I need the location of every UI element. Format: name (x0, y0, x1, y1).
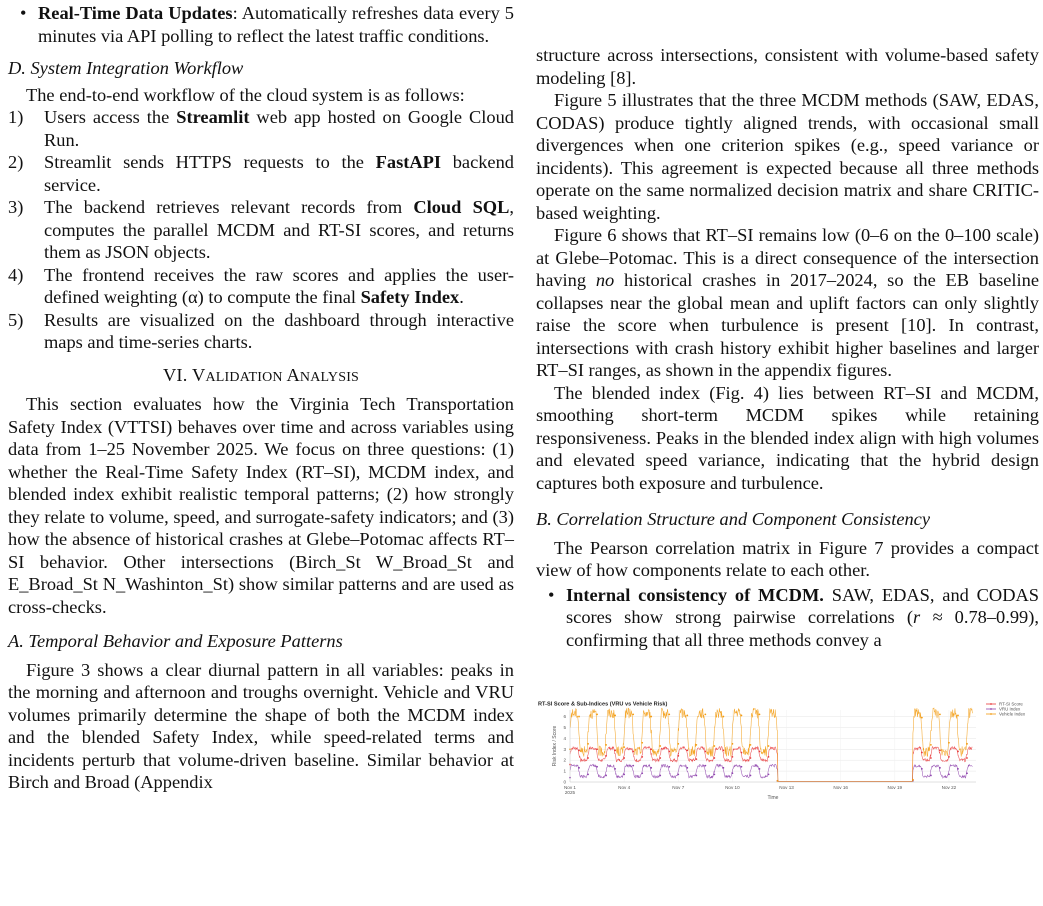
step-number: 3) (8, 197, 24, 217)
step-number: 4) (8, 264, 24, 285)
data-point (632, 765, 634, 767)
paragraph: structure across intersections, consistent with volume-based safety modeling [8]. (536, 45, 1039, 88)
section-heading-vi: VI. VALIDATION ANALYSIS (162, 364, 360, 385)
y-tick-label: 5 (563, 724, 566, 730)
bullet-dot: • (548, 584, 555, 605)
data-point (596, 713, 598, 715)
data-point (641, 756, 643, 758)
data-point (957, 751, 959, 753)
data-point (686, 749, 688, 751)
data-point (695, 744, 697, 746)
data-point (632, 751, 634, 753)
rt-si-chart (536, 700, 1039, 800)
data-point (966, 743, 968, 745)
workflow-step: 5) Results are visualized on the dashboard through interactive maps and time-series charts. (8, 309, 514, 352)
data-point (732, 743, 734, 745)
section-heading-b: B. Correlation Structure and Component Consistency (536, 509, 931, 529)
data-point (614, 749, 616, 751)
data-point (578, 767, 580, 769)
data-point (741, 752, 743, 754)
section-heading-a: A. Temporal Behavior and Exposure Patterns (8, 631, 343, 651)
data-point (704, 751, 706, 753)
list-item (8, 2, 514, 47)
series-line-vehicle-index (570, 708, 972, 781)
data-point (623, 746, 625, 748)
paragraph: Figure 3 shows a clear diurnal pattern in all variables: peaks in the morning and afternoon and troughs overnight. Vehicle and VRU volumes primarily determine the shape of both the MCDM index and the blended Safety Index, while speed-related terms and incidents perturb that volume-driven baseline. Similar behavior at Birch and Broad (Appendix (8, 659, 514, 792)
data-point (921, 752, 923, 754)
data-point (768, 773, 770, 775)
series-line-vru-index (570, 764, 972, 781)
data-point (732, 772, 734, 774)
paragraph: The end-to-end workflow of the cloud system is as follows: (26, 84, 465, 105)
y-tick-label: 1 (563, 768, 566, 774)
data-point (939, 713, 941, 715)
data-point (930, 744, 932, 746)
step-number: 1) (8, 107, 24, 127)
paragraph: The blended index (Fig. 4) lies between RT–SI and MCDM, smoothing short-term MCDM spikes while retaining responsiveness. Peaks in the blended index align with high volumes and elevated speed variance, indicating that the hybrid design captures both exposure and turbulence. (536, 382, 1039, 493)
x-tick-label: Nov 10 (725, 785, 740, 790)
y-tick-label: 6 (563, 714, 566, 720)
data-point (741, 766, 743, 768)
data-point (704, 765, 706, 767)
paragraph: Figure 6 shows that RT–SI remains low (0–6 on the 0–100 scale) at Glebe–Potomac. This is a direct consequence of the intersection having no historical crashes in 2017–2024, so the EB baseline collapses near the global mean and uplift factors can only slightly raise the score when turbulence is present [10]. In contrast, intersections with crash history exhibit higher baselines and larger RT–SI ranges, as shown in the appendix figures. (536, 225, 1039, 380)
list-item: • Internal consistency of MCDM. SAW, EDAS, and CODAS scores show strong pairwise correlations (r ≈ 0.78–0.99), confirming that all three methods convey a (548, 584, 1039, 650)
x-axis-label: Time (767, 795, 779, 800)
data-point (704, 713, 706, 715)
data-point (768, 745, 770, 747)
data-point (966, 772, 968, 774)
paragraph: Figure 5 illustrates that the three MCDM methods (SAW, EDAS, CODAS) produce tightly aligned trends, with occasional small divergences when one criterion spikes (e.g., speed variance or incidents). This agreement is expected because all three methods operate on the same normalized decision matrix and share CRITIC-based weighting. (536, 90, 1039, 223)
data-point (623, 757, 625, 759)
data-point (641, 742, 643, 744)
data-point (713, 745, 715, 747)
data-point (948, 773, 950, 775)
data-point (957, 715, 959, 717)
data-point (659, 775, 661, 777)
step-number: 2) (8, 152, 24, 172)
workflow-step: 4) The frontend receives the raw scores and applies the user-defined weighting (α) to compute the final Safety Index. (8, 264, 514, 307)
x-tick-label: Nov 22 (941, 785, 957, 790)
data-point (668, 751, 670, 753)
paragraph: The Pearson correlation matrix in Figure 7 provides a compact view of how components relate to each other. (536, 537, 1039, 580)
data-point (587, 743, 589, 745)
data-point (759, 713, 761, 715)
series-line-rt-si-score (570, 747, 972, 782)
workflow-step: 1) Users access the Streamlit web app hosted on Google Cloud Run. (8, 107, 514, 150)
data-point (650, 748, 652, 750)
x-tick-year: 2025 (564, 790, 576, 795)
data-point (759, 768, 761, 770)
legend-label: RT-SI Score (999, 701, 1023, 707)
data-point (614, 715, 616, 717)
x-tick-label: Nov 1 (563, 785, 577, 790)
y-axis-label: Risk Index / Score (552, 725, 558, 767)
data-point (768, 756, 770, 758)
data-point (750, 744, 752, 746)
data-point (650, 716, 652, 718)
data-point (948, 742, 950, 744)
right-column (536, 44, 1039, 651)
data-point (668, 713, 670, 715)
data-point (677, 773, 679, 775)
y-tick-label: 2 (563, 757, 566, 763)
data-point (587, 773, 589, 775)
data-point (677, 755, 679, 757)
data-point (966, 757, 968, 759)
data-point (939, 767, 941, 769)
data-point (732, 756, 734, 758)
data-point (605, 755, 607, 757)
data-point (578, 716, 580, 718)
data-point (596, 748, 598, 750)
data-point (641, 772, 643, 774)
data-point (921, 768, 923, 770)
data-point (695, 758, 697, 760)
legend-marker (990, 703, 992, 705)
x-tick-label: Nov 7 (672, 785, 685, 790)
bullet-title: Real-Time Data Updates (38, 3, 233, 23)
x-tick-label: Nov 4 (618, 785, 631, 790)
data-point (713, 773, 715, 775)
legend-marker (990, 708, 992, 710)
data-point (750, 757, 752, 759)
chart-title: RT-SI Score & Sub-Indices (VRU vs Vehicle Risk) (538, 701, 668, 708)
data-point (921, 717, 923, 719)
data-point (713, 757, 715, 759)
data-point (668, 766, 670, 768)
data-point (948, 756, 950, 758)
data-point (578, 749, 580, 751)
y-tick-label: 0 (563, 779, 566, 785)
step-number: 5) (8, 309, 24, 330)
data-point (659, 745, 661, 747)
bullet-text: : Automatically refreshes data every 5 minutes via API polling to reflect the latest traffic conditions. (38, 3, 514, 46)
consistency-list (536, 584, 1039, 652)
y-tick-label: 3 (563, 746, 566, 752)
data-point (777, 780, 779, 782)
data-point (632, 713, 634, 715)
data-point (722, 767, 724, 769)
legend-label: VRU Index (999, 706, 1021, 712)
x-tick-label: Nov 16 (833, 785, 848, 790)
data-point (605, 744, 607, 746)
data-point (605, 775, 607, 777)
data-point (686, 767, 688, 769)
data-point (930, 775, 932, 777)
data-point (722, 716, 724, 718)
paragraph: This section evaluates how the Virginia Tech Transportation Safety Index (VTTSI) behaves over time and across variables using data from 1–25 November 2025. We focus on three questions: (1) whether the Real-Time Safety Index (RT–SI), MCDM index, and blended index exhibit realistic temporal patterns; (2) how strongly they relate to volume, speed, and surrogate-safety indicators; and (3) how the absence of historical crashes at Glebe–Potomac affects RT–SI behavior. Other intersections (Birch_St W_Broad_St and E_Broad_St N_Washinton_St) show similar patterns and are used as cross-checks. (8, 394, 514, 617)
data-point (650, 767, 652, 769)
data-point (659, 757, 661, 759)
features-list (8, 2, 514, 47)
left-column (8, 0, 514, 794)
data-point (939, 749, 941, 751)
data-point (587, 757, 589, 759)
data-point (759, 751, 761, 753)
data-point (596, 766, 598, 768)
data-point (695, 775, 697, 777)
workflow-steps (8, 106, 514, 354)
legend-marker (990, 713, 992, 715)
x-tick-label: Nov 13 (779, 785, 794, 790)
data-point (957, 768, 959, 770)
data-point (677, 743, 679, 745)
section-heading-d: D. System Integration Workflow (8, 58, 244, 78)
data-point (623, 773, 625, 775)
x-tick-label: Nov 19 (887, 785, 903, 790)
workflow-step: 2) Streamlit sends HTTPS requests to the FastAPI backend service. (8, 152, 514, 195)
legend-label: Vehicle Index (999, 711, 1026, 717)
data-point (750, 775, 752, 777)
bullet-dot: • (20, 3, 27, 23)
data-point (614, 768, 616, 770)
data-point (722, 749, 724, 751)
data-point (930, 757, 932, 759)
y-tick-label: 4 (563, 735, 566, 741)
data-point (741, 715, 743, 717)
data-point (912, 779, 914, 781)
data-point (686, 715, 688, 717)
workflow-step: 3) The backend retrieves relevant records from Cloud SQL, computes the parallel MCDM and RT-SI scores, and returns them as JSON objects. (8, 197, 514, 262)
